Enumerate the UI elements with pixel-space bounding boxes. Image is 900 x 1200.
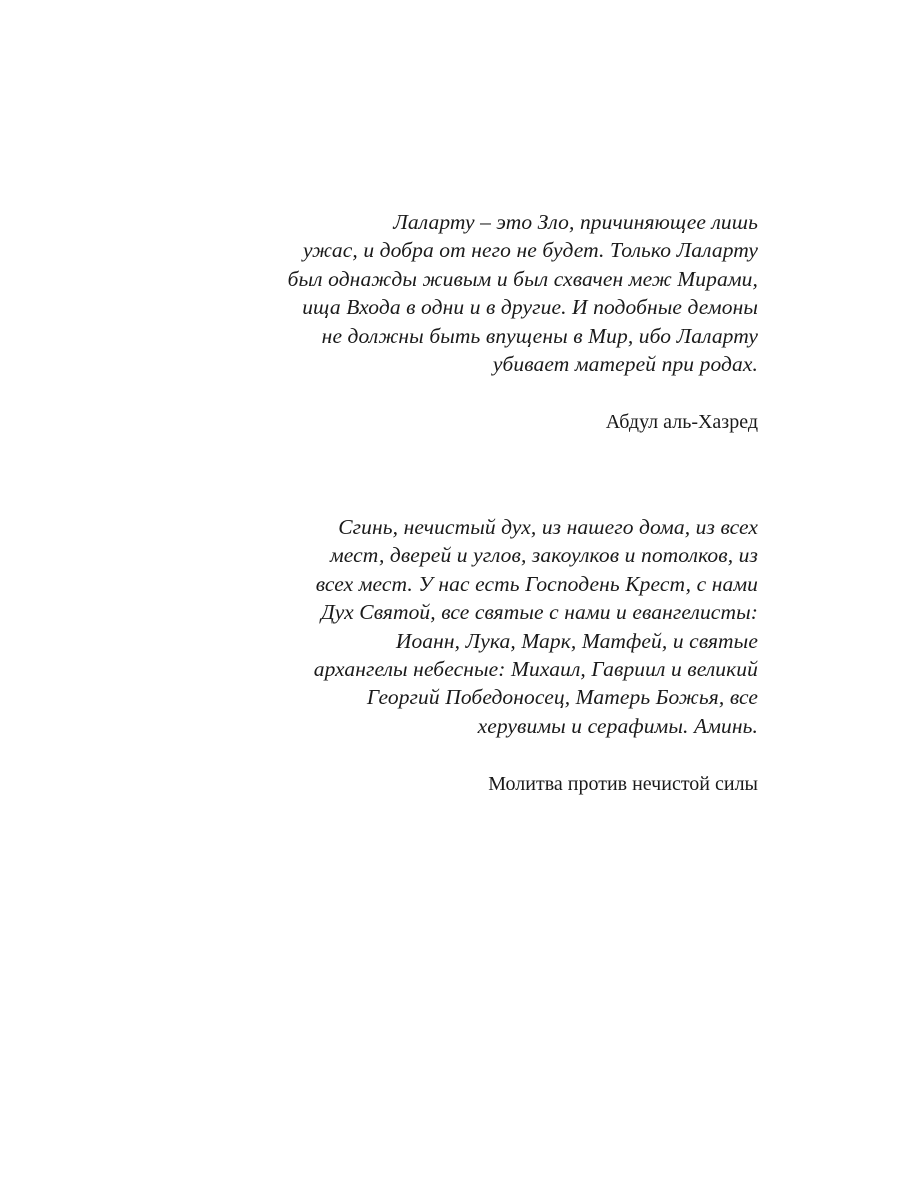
epigraph-prayer <box>258 513 758 798</box>
epigraph-line: не должны быть впущены в Мир, ибо Лаларту <box>321 323 758 348</box>
epigraph-line: Иоанн, Лука, Марк, Матфей, и святые <box>395 628 758 653</box>
epigraph-line: Сгинь, нечистый дух, из нашего дома, из всех <box>338 515 758 539</box>
epigraph-line: Лаларту – это Зло, причиняющее лишь <box>393 210 758 234</box>
epigraph-line: был однажды живым и был схвачен меж Мирами, <box>287 266 758 291</box>
epigraph-line: херувимы и серафимы. Аминь. <box>477 713 758 738</box>
epigraph-line: убивает матерей при родах. <box>492 352 758 377</box>
epigraph-line: мест, дверей и углов, закоулков и потолков, из <box>329 543 758 568</box>
epigraph-line: ища Входа в одни и в другие. И подобные демоны <box>302 295 758 320</box>
epigraph-line: ужас, и добра от него не будет. Только Лаларту <box>302 238 758 263</box>
epigraph-lalartu <box>258 208 758 436</box>
epigraph-line: Георгий Победоносец, Матерь Божья, все <box>366 685 758 710</box>
epigraph-attribution: Молитва против нечистой силы <box>488 773 758 796</box>
epigraph-attribution: Абдул аль-Хазред <box>605 411 758 434</box>
epigraph-line: Дух Святой, все святые с нами и евангелисты: <box>321 600 758 625</box>
epigraph-line: всех мест. У нас есть Господень Крест, с нами <box>315 571 758 596</box>
epigraph-line: архангелы небесные: Михаил, Гавриил и великий <box>313 657 758 682</box>
